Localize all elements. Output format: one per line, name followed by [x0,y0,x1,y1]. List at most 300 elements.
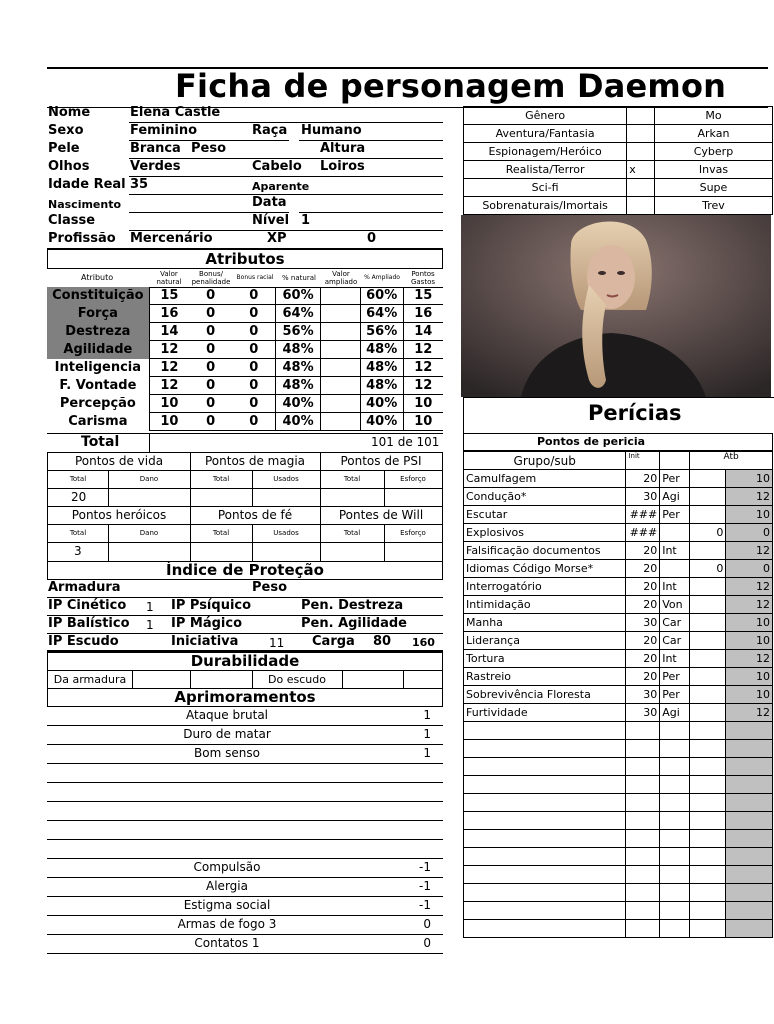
pericia-custo [690,650,726,668]
value-pele[interactable]: Branca [130,141,181,156]
pericia-valor: 12 [726,542,773,560]
character-sheet [47,67,770,950]
atributo-valor-ampliado[interactable] [320,323,360,341]
pericia-name[interactable]: Sobrevivência Floresta [464,686,626,704]
atributo-pontos-gastos: 12 [403,341,443,359]
atributo-valor-ampliado[interactable] [320,305,360,323]
pericia-name[interactable]: Rastreio [464,668,626,686]
atributos-table [47,287,443,431]
pericia-row [464,740,773,758]
aprimoramento-value: -1 [419,879,431,893]
aprimoramento-row [47,764,443,783]
pericia-custo [690,704,726,722]
atributo-pontos-gastos: 14 [403,323,443,341]
atributo-bonus[interactable]: 0 [189,359,232,377]
pericia-valor [726,794,773,812]
vida-total-value[interactable]: 20 [71,490,87,504]
atributo-pct-ampliado: 48% [360,341,403,359]
pericia-atributo: Agi [660,704,690,722]
label-sexo: Sexo [48,123,84,138]
pericia-atributo: Per [660,470,690,488]
value-carga[interactable]: 80 [373,634,392,649]
atributo-pct-natural: 48% [276,377,321,395]
atributo-bonus[interactable]: 0 [189,395,232,413]
pericia-name[interactable]: Interrogatório [464,578,626,596]
atributo-valor[interactable]: 12 [149,341,189,359]
pericia-init: 20 [626,596,660,614]
pericia-atributo: Int [660,542,690,560]
heroicos-total-value[interactable]: 3 [74,544,82,558]
pericia-init [626,812,660,830]
pericia-custo [690,614,726,632]
pericia-atributo [660,812,690,830]
atributo-pct-natural: 64% [276,305,321,323]
pericia-valor: 10 [726,686,773,704]
atributo-valor[interactable]: 12 [149,377,189,395]
pericia-name[interactable]: Falsificação documentos [464,542,626,560]
atributo-pct-natural: 48% [276,359,321,377]
atributos-total-value: 101 de 101 [371,435,440,449]
pericia-custo [690,596,726,614]
pericia-init: ### [626,524,660,542]
pericia-custo [690,776,726,794]
aprimoramento-name: Bom senso [194,746,260,760]
durabilidade-title-box [47,651,443,671]
pericia-name[interactable]: Intimidação [464,596,626,614]
atributo-pontos-gastos: 12 [403,377,443,395]
atributos-total-row [47,433,443,453]
atributo-valor-ampliado[interactable] [320,395,360,413]
pericia-init: 20 [626,470,660,488]
pericia-row [464,542,773,560]
aprimoramento-value: 1 [423,746,431,760]
atributo-pontos-gastos: 12 [403,359,443,377]
genero-mark[interactable] [627,125,655,143]
pericia-atributo: Per [660,506,690,524]
pericia-init: 30 [626,614,660,632]
pericia-name[interactable]: Escutar [464,506,626,524]
genero-header-2: Mo [654,107,772,125]
pericia-valor [726,758,773,776]
pericia-row [464,470,773,488]
pericia-atributo [660,902,690,920]
aprimoramento-row [47,726,443,745]
genero-right: Trev [654,197,772,215]
pericia-valor: 12 [726,488,773,506]
label-nascimento: Nascimento [48,198,122,211]
pericia-name[interactable] [464,848,626,866]
genero-mark[interactable]: x [627,161,655,179]
pericia-name[interactable]: Tortura [464,650,626,668]
atributos-header-pontos-gastos: Pontos Gastos [410,270,436,286]
protecao-block [47,580,443,651]
value-olhos[interactable]: Verdes [130,159,181,174]
label-ip-cinetico: IP Cinético [48,598,127,613]
atributo-name: Carisma [68,414,128,429]
atributo-bonus[interactable]: 0 [189,287,232,305]
atributo-valor[interactable]: 15 [149,287,189,305]
atributo-valor-ampliado[interactable] [320,377,360,395]
pericia-atributo [660,740,690,758]
pericia-init [626,848,660,866]
atributo-bonus[interactable]: 0 [189,323,232,341]
atributo-valor-ampliado[interactable] [320,341,360,359]
pericia-row [464,758,773,776]
atributo-name: F. Vontade [59,378,137,393]
genero-name: Espionagem/Heróico [464,143,627,161]
aprimoramento-row [47,916,443,935]
atributo-row [47,341,443,359]
value-idade[interactable]: 35 [130,177,149,192]
pericias-header-grupo: Grupo/sub [464,452,626,470]
psi-total-label: Total [343,475,361,483]
genero-row [464,179,773,197]
atributo-row [47,305,443,323]
value-raca[interactable]: Humano [301,123,362,138]
label-nivel: Nível [252,213,290,228]
atributo-name: Força [47,305,149,323]
value-ip-cinetico[interactable]: 1 [146,600,154,614]
pericia-custo [690,470,726,488]
pontos-vida-label: Pontos de vida [74,454,164,468]
atributo-bonus[interactable]: 0 [189,341,232,359]
pericia-init [626,722,660,740]
pericia-valor [726,740,773,758]
atributo-pontos-gastos: 16 [403,305,443,323]
pericia-row [464,722,773,740]
pericia-init [626,884,660,902]
label-cabelo: Cabelo [252,159,302,174]
pericia-custo [690,866,726,884]
pericia-row [464,668,773,686]
aprimoramento-row [47,897,443,916]
atributos-header-bonus-racial: Bonus racial [236,274,274,281]
heroicos-dano-label: Dano [139,529,159,537]
atributos-header-atributo: Atributo [81,273,114,282]
pericia-init: 20 [626,650,660,668]
pericia-atributo: Car [660,632,690,650]
atributo-racial[interactable]: 0 [232,287,276,305]
atributo-name: Inteligencia [54,360,142,375]
atributo-racial[interactable]: 0 [232,323,276,341]
pericia-init: 20 [626,578,660,596]
atributo-valor-ampliado[interactable] [320,287,360,305]
value-nome[interactable]: Elena Castle [130,105,221,120]
durabilidade-row [47,670,443,689]
pontos-fe-label: Pontos de fé [217,508,293,522]
pericia-atributo [660,794,690,812]
atributo-racial[interactable]: 0 [232,395,276,413]
pericias-header-atb: Atb [690,452,773,470]
pericia-valor: 10 [726,668,773,686]
genero-right: Supe [654,179,772,197]
atributo-row [47,395,443,413]
label-raca: Raça [252,123,288,138]
character-info [47,105,443,249]
pericia-atributo: Agi [660,488,690,506]
atributo-name: Constituição [47,287,149,305]
atributo-row [47,323,443,341]
atributo-racial[interactable]: 0 [232,413,276,431]
pericia-atributo [660,776,690,794]
pericia-custo [690,848,726,866]
atributo-bonus[interactable]: 0 [189,413,232,431]
pericias-title: Perícias [588,401,682,425]
value-xp[interactable]: 0 [367,231,377,246]
genero-table [463,106,773,215]
pericia-init: 30 [626,488,660,506]
pericia-valor: 0 [726,560,773,578]
label-profissao: Profissão [48,231,116,246]
pericia-init [626,830,660,848]
pericia-init: 20 [626,668,660,686]
pericia-name[interactable] [464,866,626,884]
pericia-init: 30 [626,686,660,704]
pericia-valor [726,830,773,848]
genero-row [464,197,773,215]
pericia-valor: 0 [726,524,773,542]
atributo-racial[interactable]: 0 [232,377,276,395]
pericia-atributo [660,758,690,776]
atributo-row [47,377,443,395]
atributo-name: Percepção [59,396,136,411]
genero-mark[interactable] [627,179,655,197]
pericia-atributo: Car [660,614,690,632]
label-carga: Carga [312,634,355,649]
value-profissao[interactable]: Mercenário [130,231,213,246]
atributo-pontos-gastos: 10 [403,413,443,431]
atributos-header-valor-natural: Valor natural [156,270,182,286]
pericia-custo [690,488,726,506]
value-carga-max[interactable]: 160 [412,636,435,649]
aprimoramento-name: Compulsão [193,860,261,874]
atributo-pct-ampliado: 56% [360,323,403,341]
atributo-pct-ampliado: 60% [360,287,403,305]
pericia-row [464,794,773,812]
pericia-atributo [660,920,690,938]
pontos-magia-label: Pontos de magia [204,454,306,468]
pericia-name[interactable]: Furtividade [464,704,626,722]
pericia-name[interactable] [464,740,626,758]
pericia-name[interactable] [464,902,626,920]
genero-right: Arkan [654,125,772,143]
pericia-atributo: Int [660,650,690,668]
aprimoramento-row [47,935,443,954]
fe-total-label: Total [212,529,230,537]
pericia-name[interactable] [464,776,626,794]
genero-name: Sobrenaturais/Imortais [464,197,627,215]
genero-name: Sci-fi [464,179,627,197]
atributo-bonus[interactable]: 0 [189,377,232,395]
pericia-valor [726,722,773,740]
aprimoramento-name: Armas de fogo 3 [177,917,277,931]
pericia-name[interactable]: Liderança [464,632,626,650]
atributo-pontos-gastos: 15 [403,287,443,305]
pericia-init: 20 [626,542,660,560]
pericia-valor: 12 [726,650,773,668]
label-peso-armadura: Peso [252,580,288,595]
atributos-header-pct-ampliado: % Ampliado [364,274,400,281]
pericia-row [464,866,773,884]
aprimoramento-name: Estigma social [183,898,271,912]
genero-row [464,125,773,143]
pericia-row [464,488,773,506]
atributo-name: Agilidade [47,341,149,359]
pericia-valor [726,866,773,884]
atributo-pct-natural: 60% [276,287,321,305]
value-sexo[interactable]: Feminino [130,123,198,138]
aprimoramento-row [47,859,443,878]
atributo-racial[interactable]: 0 [232,305,276,323]
value-ip-balistico[interactable]: 1 [146,618,154,632]
character-portrait [461,215,771,397]
atributo-valor[interactable]: 14 [149,323,189,341]
pericia-valor [726,812,773,830]
atributo-pct-natural: 40% [276,413,321,431]
genero-name: Aventura/Fantasia [464,125,627,143]
pericia-name[interactable]: Explosivos [464,524,626,542]
atributo-racial[interactable]: 0 [232,341,276,359]
aprimoramento-value: 1 [423,727,431,741]
atributo-pct-ampliado: 64% [360,305,403,323]
vida-dano-label: Dano [139,475,159,483]
pericia-name[interactable] [464,830,626,848]
pericia-row [464,920,773,938]
atributo-valor-ampliado[interactable] [320,413,360,431]
genero-row [464,161,773,179]
atributo-pct-natural: 56% [276,323,321,341]
pericia-valor [726,902,773,920]
pericia-custo [690,632,726,650]
pericia-valor: 10 [726,632,773,650]
psi-esforco-label: Esforço [400,475,426,483]
pericia-row [464,524,773,542]
aprimoramento-name: Contatos 1 [194,936,260,950]
atributos-header-pct-natural: % natural [282,274,316,282]
pericia-row [464,578,773,596]
pericia-name[interactable] [464,794,626,812]
pericia-atributo [660,524,690,542]
pericia-name[interactable]: Manha [464,614,626,632]
pericia-row [464,848,773,866]
pericia-row [464,686,773,704]
label-classe: Classe [48,213,96,228]
atributo-pct-natural: 40% [276,395,321,413]
pericia-valor [726,848,773,866]
pontos-heroicos-label: Pontos heróicos [71,508,167,522]
label-aparente: Aparente [252,180,310,193]
pericia-init: ### [626,506,660,524]
aprimoramento-row [47,878,443,897]
pericia-custo [690,920,726,938]
pericia-custo [690,506,726,524]
pericia-name[interactable] [464,884,626,902]
label-ip-magico: IP Mágico [171,616,242,631]
atributo-row [47,287,443,305]
pericia-custo: 0 [690,560,726,578]
aprimoramento-value: 1 [423,708,431,722]
atributo-valor[interactable]: 12 [149,359,189,377]
atributo-racial[interactable]: 0 [232,359,276,377]
aprimoramentos-title-box [47,688,443,707]
genero-mark[interactable] [627,197,655,215]
label-armadura: Armadura [48,580,121,595]
pericia-name[interactable] [464,920,626,938]
value-iniciativa[interactable]: 11 [269,636,285,650]
pericia-valor [726,920,773,938]
pericia-row [464,560,773,578]
pericia-row [464,506,773,524]
atributo-bonus[interactable]: 0 [189,305,232,323]
value-nivel[interactable]: 1 [301,213,311,228]
pericia-valor: 10 [726,614,773,632]
pericia-name[interactable]: Condução* [464,488,626,506]
atributo-pct-ampliado: 40% [360,395,403,413]
pericia-name[interactable] [464,812,626,830]
durabilidade-title: Durabilidade [190,652,300,670]
pericia-custo [690,758,726,776]
atributos-title: Atributos [205,250,285,268]
label-pen-destreza: Pen. Destreza [301,598,404,613]
pericia-name[interactable] [464,722,626,740]
label-idade: Idade Real [48,177,126,192]
pericia-name[interactable] [464,758,626,776]
genero-right: Cyberp [654,143,772,161]
pericia-valor: 12 [726,704,773,722]
pericia-row [464,632,773,650]
label-peso: Peso [191,141,227,156]
pericia-row [464,704,773,722]
pericia-row [464,812,773,830]
genero-mark[interactable] [627,143,655,161]
aprimoramentos-title: Aprimoramentos [174,688,316,706]
genero-row [464,143,773,161]
pericias-title-box [463,397,774,434]
aprimoramento-name: Alergia [206,879,248,893]
pericias-header-init: Init [626,452,660,470]
durab-armadura-label: Da armadura [53,673,127,686]
label-iniciativa: Iniciativa [171,634,239,649]
pericia-name[interactable]: Camulfagem [464,470,626,488]
pericia-init [626,740,660,758]
atributo-valor[interactable]: 10 [149,413,189,431]
pontos-psi-label: Pontos de PSI [340,454,422,468]
pericia-valor [726,776,773,794]
value-cabelo[interactable]: Loiros [320,159,365,174]
atributo-valor[interactable]: 10 [149,395,189,413]
aprimoramentos-list [47,707,443,954]
heroicos-total-label: Total [69,529,87,537]
atributos-total-label: Total [81,434,120,450]
atributo-row [47,413,443,431]
pericia-custo [690,902,726,920]
pericia-name[interactable]: Idiomas Código Morse* [464,560,626,578]
pericia-custo [690,794,726,812]
pericia-custo [690,578,726,596]
label-olhos: Olhos [48,159,90,174]
pericia-atributo: Von [660,596,690,614]
label-pen-agilidade: Pen. Agilidade [301,616,407,631]
atributo-valor-ampliado[interactable] [320,359,360,377]
atributo-pontos-gastos: 10 [403,395,443,413]
pericia-row [464,650,773,668]
protecao-title-box [47,561,443,580]
atributo-valor[interactable]: 16 [149,305,189,323]
pontos-block [47,452,443,562]
aprimoramento-value: 0 [423,917,431,931]
vida-total-label: Total [69,475,87,483]
pericia-custo: 0 [690,524,726,542]
